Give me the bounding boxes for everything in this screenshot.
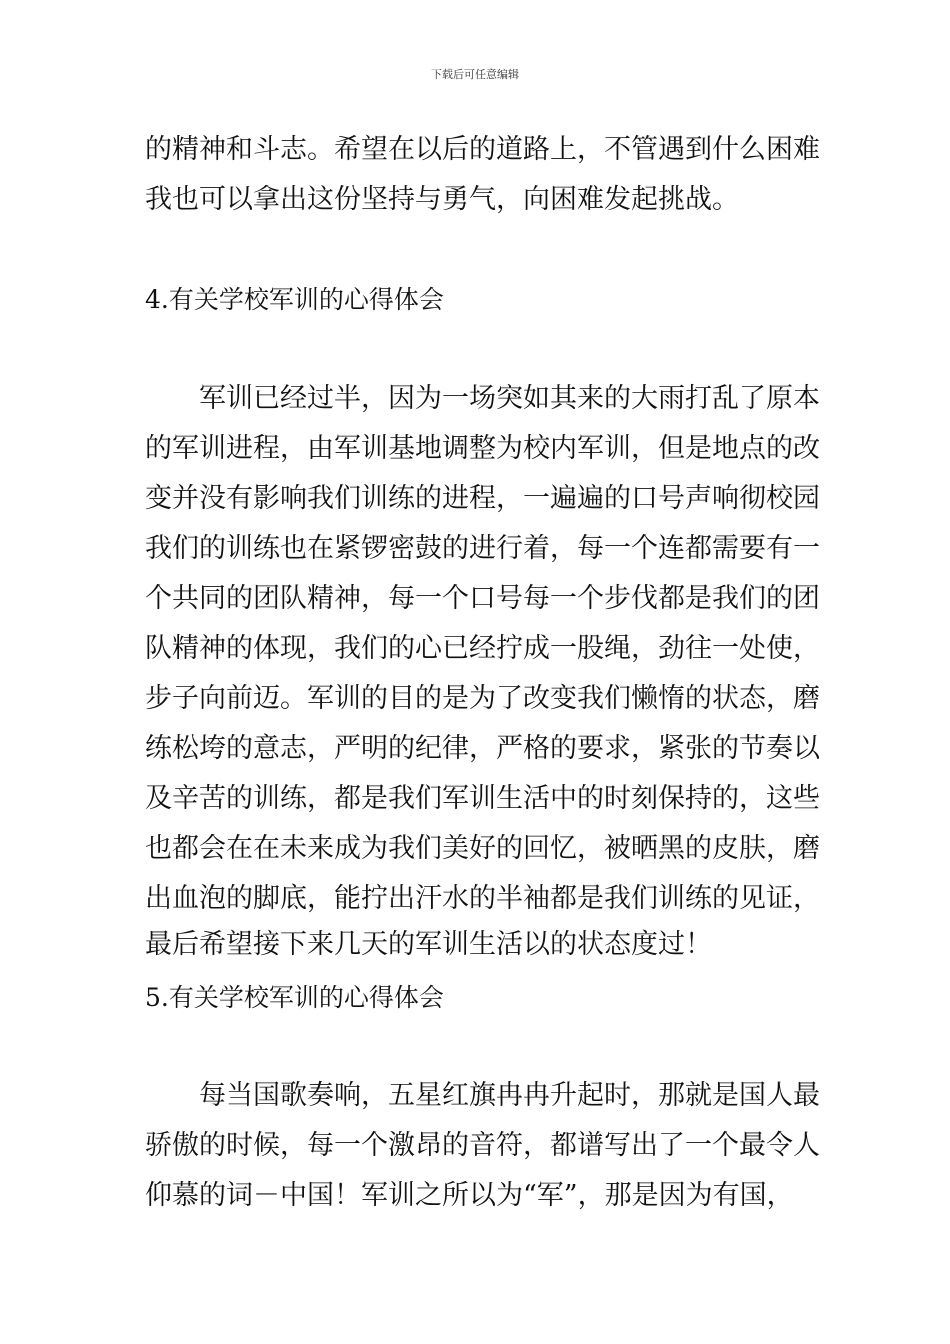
paragraph-line: 队精神的体现，我们的心已经拧成一股绳，劲往一处使， [145, 633, 820, 664]
paragraph-line: 个共同的团队精神，每一个口号每一个步伐都是我们的团 [145, 583, 820, 614]
paragraph-line: 军训已经过半，因为一场突如其来的大雨打乱了原本 [145, 383, 820, 414]
paragraph-line: 出血泡的脚底，能拧出汗水的半袖都是我们训练的见证， [145, 883, 820, 914]
section-heading: 5.有关学校军训的心得体会 [145, 983, 444, 1012]
paragraph-line: 练松垮的意志，严明的纪律，严格的要求，紧张的节奏以 [145, 733, 820, 764]
paragraph-line: 每当国歌奏响，五星红旗冉冉升起时，那就是国人最 [145, 1080, 820, 1111]
paragraph-line: 的精神和斗志。希望在以后的道路上，不管遇到什么困难 [145, 134, 820, 165]
paragraph-line: 仰慕的词－中国！军训之所以为“军”，那是因为有国， [145, 1180, 794, 1211]
paragraph-line: 的军训进程，由军训基地调整为校内军训，但是地点的改 [145, 433, 820, 464]
paragraph-line: 及辛苦的训练，都是我们军训生活中的时刻保持的，这些 [145, 783, 820, 814]
header-note: 下载后可任意编辑 [431, 68, 519, 81]
paragraph-line: 也都会在在未来成为我们美好的回忆，被晒黑的皮肤，磨 [145, 833, 820, 864]
paragraph-line: 步子向前迈。军训的目的是为了改变我们懒惰的状态，磨 [145, 683, 820, 714]
paragraph-line: 最后希望接下来几天的军训生活以的状态度过！ [145, 929, 712, 960]
paragraph-line: 我也可以拿出这份坚持与勇气，向困难发起挑战。 [145, 184, 739, 215]
paragraph-line: 骄傲的时候，每一个激昂的音符，都谱写出了一个最令人 [145, 1130, 820, 1161]
paragraph-line: 我们的训练也在紧锣密鼓的进行着，每一个连都需要有一 [145, 533, 820, 564]
paragraph-line: 变并没有影响我们训练的进程，一遍遍的口号声响彻校园 [145, 483, 820, 514]
section-heading: 4.有关学校军训的心得体会 [145, 285, 444, 314]
